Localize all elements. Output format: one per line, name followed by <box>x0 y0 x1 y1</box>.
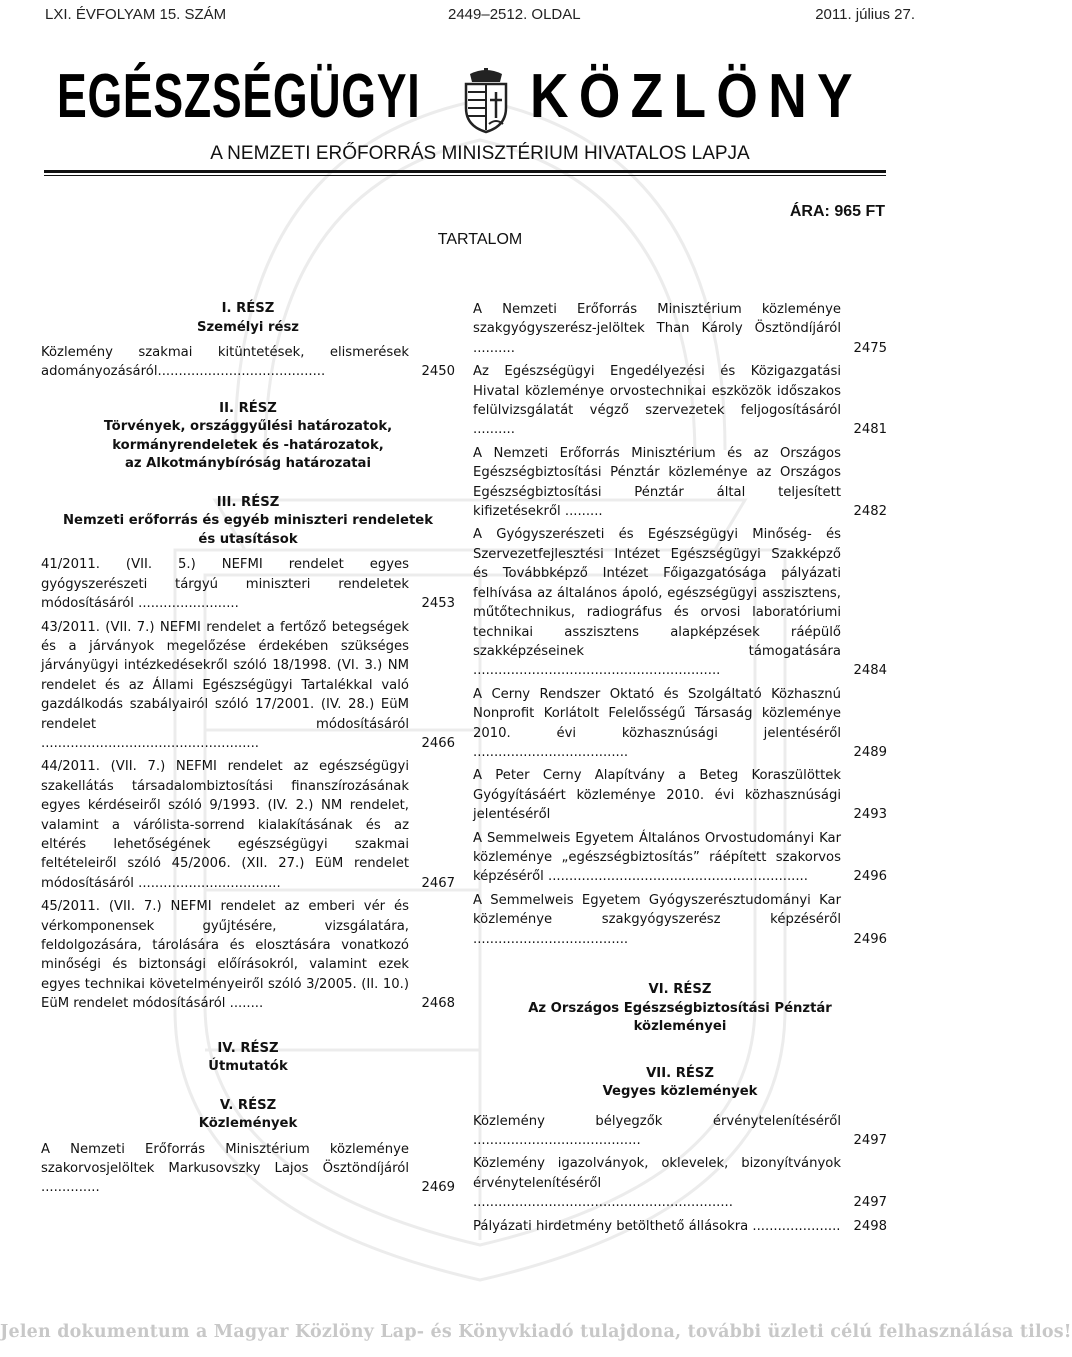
part-heading <box>473 981 887 1037</box>
toc-entry[interactable]: Közlemény bélyegzők érvénytelenítéséről ........................................ 2497 <box>473 1112 887 1151</box>
issue-date: 2011. július 27. <box>815 6 915 23</box>
part-title-line: Az Országos Egészségbiztosítási Pénztár <box>528 1000 832 1016</box>
part-heading <box>41 300 455 337</box>
toc-entry[interactable]: Közlemény szakmai kitüntetések, elismerések adományozásáról........................................ 2450 <box>41 343 455 382</box>
toc-entry[interactable]: A Nemzeti Erőforrás Minisztérium és az Országos Egészségbiztosítási Pénztár közleménye az Országos Egészségbiztosítási Pénztár által teljesített kifizetésekről ......... 2482 <box>473 444 887 522</box>
part-title-line: közleményei <box>633 1019 727 1034</box>
toc-entry[interactable]: Pályázati hirdetmény betölthető állásokra ..................... 2498 <box>473 1217 887 1236</box>
part-label: VII. RÉSZ <box>646 1065 714 1081</box>
part-title-line: Nemzeti erőforrás és egyéb miniszteri rendeletek <box>62 513 433 529</box>
entry-page: 2498 <box>853 1218 887 1234</box>
entry-text: 45/2011. (VII. 7.) NEFMI rendelet az emberi vér és vérkomponensek gyűjtésére, vizsgálatára, feldolgozására, tárolására és elosztására vonatkozó minőségi és biztonsági előírásokról, valamint ezek egyes technikai követelményeiről szóló 3/2005. (II. 10.) EüM rendelet módosításáról <box>41 899 409 1012</box>
entry-page: 2497 <box>853 1195 887 1211</box>
entry-text: A Peter Cerny Alapítvány a Beteg Koraszülöttek Gyógyításáért közleménye 2010. évi közhasznúsági jelentéséről <box>473 768 841 823</box>
entry-page: 2469 <box>421 1180 455 1196</box>
toc-entry[interactable]: A Semmelweis Egyetem Gyógyszerésztudományi Kar közleménye szakgyógyszerész képzéséről ..................................... 2496 <box>473 891 887 949</box>
part-heading <box>473 1065 887 1102</box>
part-label: V. RÉSZ <box>219 1097 277 1113</box>
entry-text: A Semmelweis Egyetem Általános Orvostudományi Kar közleménye „egészségbiztosítás” ráépített szakorvos képzéséről <box>473 830 841 885</box>
page-range: 2449–2512. OLDAL <box>448 6 581 23</box>
entry-page: 2493 <box>853 807 887 823</box>
entry-page: 2453 <box>421 596 455 612</box>
toc-entry[interactable]: Az Egészségügyi Engedélyezési és Közigazgatási Hivatal közleménye orvostechnikai eszközök időszakos felülvizsgálatát végző szervezetek feljogosításáról .......... 2481 <box>473 362 887 440</box>
entry-text: A Nemzeti Erőforrás Minisztérium közleménye szakorvosjelöltek Markusovszky Lajos Ösztöndíjáról <box>41 1141 409 1177</box>
part-title-line: az Alkotmánybíróság határozatai <box>125 456 371 472</box>
entry-page: 2482 <box>853 504 887 520</box>
part-heading <box>41 400 455 474</box>
part-title: Közlemények <box>198 1116 298 1132</box>
part-title: Személyi rész <box>196 319 299 335</box>
entry-page: 2497 <box>853 1132 887 1148</box>
toc-entry[interactable]: 41/2011. (VII. 5.) NEFMI rendelet egyes gyógyszerészeti tárgyú miniszteri rendeletek módosításáról ........................ 2453 <box>41 555 455 613</box>
volume-number: LXI. ÉVFOLYAM 15. SZÁM <box>45 6 227 23</box>
entry-text: 41/2011. (VII. 5.) NEFMI rendelet egyes gyógyszerészeti tárgyú miniszteri rendeletek módosításáról <box>41 557 409 612</box>
masthead <box>0 62 960 132</box>
issue-header <box>45 6 915 28</box>
entry-page: 2468 <box>421 996 455 1012</box>
entry-page: 2496 <box>853 869 887 885</box>
entry-text: A Semmelweis Egyetem Gyógyszerésztudományi Kar közleménye szakgyógyszerész képzéséről <box>473 892 841 928</box>
entry-page: 2475 <box>853 340 887 356</box>
entry-text: A Gyógyszerészeti és Egészségügyi Minőség- és Szervezetfejlesztési Intézet Egészségügyi Szakképző és Továbbképző Intézet Főigazgatósága pályázati felhívása az általános ápoló, egészségügyi asszisztens, műtőtechnikus, radiográfus és orvosi laboratóriumi technikai asszisztens alapképzések ráépülő szakképzéseinek támogatására <box>473 527 841 659</box>
part-title-line: kormányrendeletek és -határozatok, <box>112 437 384 453</box>
part-label: IV. RÉSZ <box>217 1040 279 1056</box>
entry-text: Pályázati hirdetmény betölthető állásokra <box>473 1218 749 1234</box>
coat-of-arms-icon <box>456 68 516 134</box>
entry-text: Közlemény bélyegzők érvénytelenítéséről <box>473 1113 841 1129</box>
masthead-title-right: KÖZLÖNY <box>530 62 863 131</box>
part-heading <box>41 494 455 550</box>
entry-page: 2484 <box>853 663 887 679</box>
toc-entry[interactable]: A Gyógyszerészeti és Egészségügyi Minőség- és Szervezetfejlesztési Intézet Egészségügyi Szakképző és Továbbképző Intézet Főigazgatósága pályázati felhívása az általános ápoló, egészségügyi asszisztens, műtőtechnikus, radiográfus és orvosi laboratóriumi technikai asszisztens alapképzések ráépülő szakképzéseinek támogatására ........................................................... 2484 <box>473 525 887 680</box>
toc-right-column <box>473 300 887 1240</box>
publication-subtitle: A NEMZETI ERŐFORRÁS MINISZTÉRIUM HIVATALOS LAPJA <box>210 143 750 164</box>
part-title: Útmutatók <box>208 1059 288 1075</box>
toc-entry[interactable]: 43/2011. (VII. 7.) NEFMI rendelet a fertőző betegségek és a járványok megelőzése érdekében szükséges járványügyi intézkedésekről szóló 18/1998. (VI. 3.) NM rendelet és az Állami Egészségügyi Tartalékkal való gazdálkodás szabályairól szóló 17/2001. (IV. 28.) EüM rendelet módosításáról .................................................... 2466 <box>41 618 455 754</box>
entry-page: 2467 <box>421 875 455 891</box>
header-rule-thin <box>44 175 886 176</box>
price-label: ÁRA: 965 FT <box>789 203 885 220</box>
header-rule <box>44 170 886 173</box>
toc-entry[interactable]: A Nemzeti Erőforrás Minisztérium közleménye szakgyógyszerész-jelöltek Than Károly Ösztöndíjáról .......... 2475 <box>473 300 887 358</box>
entry-text: Közlemény igazolványok, oklevelek, bizonyítványok érvénytelenítéséről <box>473 1156 841 1191</box>
masthead-title-left: EGÉSZSÉGÜGYI <box>57 62 421 131</box>
toc-left-column <box>41 300 455 1202</box>
toc-entry[interactable]: A Semmelweis Egyetem Általános Orvostudományi Kar közleménye „egészségbiztosítás” ráépített szakorvos képzéséről .............................................................. 2496 <box>473 829 887 887</box>
part-label: II. RÉSZ <box>219 400 277 416</box>
entry-text: 43/2011. (VII. 7.) NEFMI rendelet a fertőző betegségek és a járványok megelőzése érdekében szükséges járványügyi intézkedésekről szóló 18/1998. (VI. 3.) NM rendelet és az Állami Egészségügyi Tartalékkal való gazdálkodás szabályairól szóló 17/2001. (IV. 28.) EüM rendelet módosításáról <box>41 619 409 732</box>
part-title: Vegyes közlemények <box>602 1084 758 1099</box>
part-label: III. RÉSZ <box>216 494 280 510</box>
entry-page: 2450 <box>421 364 455 380</box>
part-title-line: és utasítások <box>198 531 298 547</box>
entry-text: A Nemzeti Erőforrás Minisztérium és az Országos Egészségbiztosítási Pénztár közleménye az Országos Egészségbiztosítási Pénztár által teljesített kifizetésekről <box>473 445 841 520</box>
entry-text: Közlemény szakmai kitüntetések, elismerések adományozásáról <box>41 345 409 380</box>
entry-text: A Cerny Rendszer Oktató és Szolgáltató Közhasznú Nonprofit Korlátolt Felelősségű Társaság közleménye 2010. évi közhasznúsági jelentéséről <box>473 686 841 741</box>
toc-entry[interactable]: A Cerny Rendszer Oktató és Szolgáltató Közhasznú Nonprofit Korlátolt Felelősségű Társaság közleménye 2010. évi közhasznúsági jelentéséről ..................................... 2489 <box>473 685 887 763</box>
entry-text: A Nemzeti Erőforrás Minisztérium közleménye szakgyógyszerész-jelöltek Than Károly Ösztöndíjáról <box>473 302 841 337</box>
entry-page: 2496 <box>853 931 887 947</box>
copyright-notice: Jelen dokumentum a Magyar Közlöny Lap- és Könyvkiadó tulajdona, további üzleti célú felhasználása tilos! <box>0 1322 1072 1342</box>
part-heading <box>41 1097 455 1134</box>
toc-entry[interactable] <box>473 766 887 824</box>
toc-entry[interactable]: A Nemzeti Erőforrás Minisztérium közleménye szakorvosjelöltek Markusovszky Lajos Ösztöndíjáról .............. 2469 <box>41 1140 455 1198</box>
part-title-line: Törvények, országgyűlési határozatok, <box>103 419 393 435</box>
part-label: VI. RÉSZ <box>648 982 712 997</box>
part-label: I. RÉSZ <box>221 301 275 316</box>
table-of-contents-title: TARTALOM <box>437 231 523 248</box>
entry-page: 2489 <box>853 744 887 760</box>
toc-entry[interactable]: 44/2011. (VII. 7.) NEFMI rendelet az egészségügyi szakellátás társadalombiztosítási finanszírozásának egyes kérdéseiről szóló 9/1993. (IV. 2.) NM rendelet, valamint a várólista-sorrend kialakításának és az eltérés lehetőségének egészségügyi szakmai feltételeiről szóló 45/2006. (XII. 27.) EüM rendelet módosításáról .................................. 2467 <box>41 757 455 893</box>
toc-entry[interactable]: Közlemény igazolványok, oklevelek, bizonyítványok érvénytelenítéséről .............................................................. 2497 <box>473 1154 887 1212</box>
entry-text: Az Egészségügyi Engedélyezési és Közigazgatási Hivatal közleménye orvostechnikai eszközök időszakos felülvizsgálatát végző szervezetek feljogosításáról <box>473 364 841 419</box>
entry-page: 2466 <box>421 735 455 751</box>
entry-page: 2481 <box>853 422 887 438</box>
part-heading <box>41 1040 455 1077</box>
toc-entry[interactable]: 45/2011. (VII. 7.) NEFMI rendelet az emberi vér és vérkomponensek gyűjtésére, vizsgálatára, feldolgozására, tárolására és elosztására vonatkozó minőségi és biztonsági előírásokról, valamint ezek egyes technikai követelményeiről szóló 3/2005. (II. 10.) EüM rendelet módosításáról ........ 2468 <box>41 897 455 1013</box>
entry-text: 44/2011. (VII. 7.) NEFMI rendelet az egészségügyi szakellátás társadalombiztosítási finanszírozásának egyes kérdéseiről szóló 9/1993. (IV. 2.) NM rendelet, valamint a várólista-sorrend kialakításának és az eltérés lehetőségének egészségügyi szakmai feltételeiről szóló 45/2006. (XII. 27.) EüM rendelet módosításáról <box>41 759 409 891</box>
